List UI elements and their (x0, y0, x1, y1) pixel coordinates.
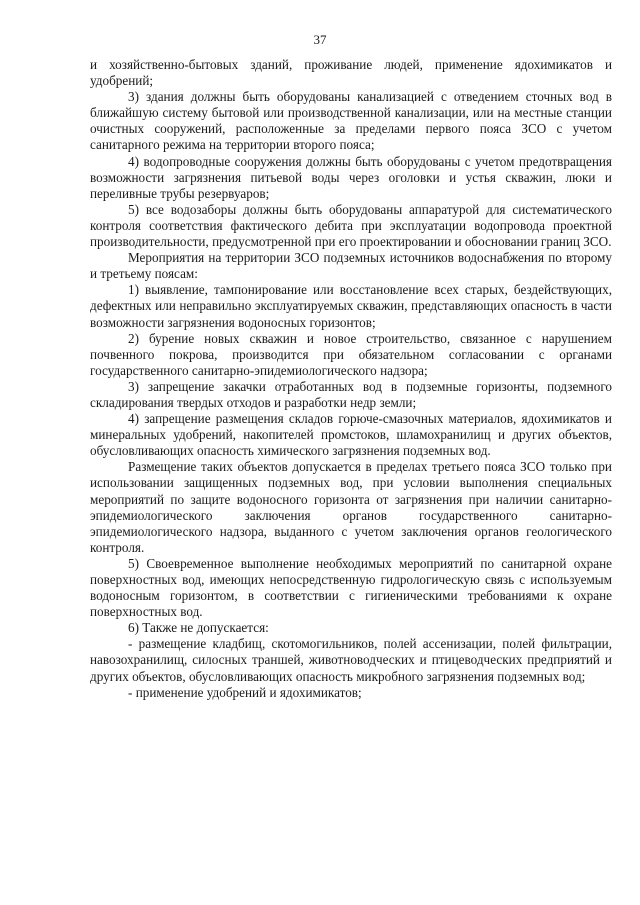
paragraph: - размещение кладбищ, скотомогильников, полей ассенизации, полей фильтрации, навозохранилищ, силосных траншей, животноводческих и птицеводческих предприятий и других объектов, обусловливающих опасность микробного загрязнения подземных вод; (90, 636, 612, 684)
paragraph: 3) здания должны быть оборудованы канализацией с отведением сточных вод в ближайшую систему бытовой или производственной канализации, или на местные станции очистных сооружений, расположенные за пределами первого пояса ЗСО с учетом санитарного режима на территории второго пояса; (90, 89, 612, 153)
paragraph: 6) Также не допускается: (128, 620, 269, 636)
paragraph: - применение удобрений и ядохимикатов; (128, 684, 362, 700)
paragraph: и хозяйственно-бытовых зданий, проживание людей, применение ядохимикатов и удобрений; (90, 57, 612, 89)
paragraph: Мероприятия на территории ЗСО подземных источников водоснабжения по второму и третьему поясам: (90, 250, 612, 282)
page-number: 37 (313, 32, 327, 47)
paragraph: 5) все водозаборы должны быть оборудованы аппаратурой для систематического контроля соответствия фактического дебита при эксплуатации водопровода проектной производительности, предусмотренной при его проектировании и обосновании границ ЗСО. (90, 201, 612, 250)
paragraph: Размещение таких объектов допускается в пределах третьего пояса ЗСО только при использовании защищенных подземных вод, при условии выполнения специальных мероприятий по защите водоносного горизонта от загрязнения при наличии санитарно-эпидемиологического заключения органов государственного санитарно-эпидемиологического надзора, выданного с учетом заключения органов геологического контроля. (90, 459, 612, 555)
document-body (90, 57, 612, 701)
paragraph: 4) запрещение размещения складов горюче-смазочных материалов, ядохимикатов и минеральных удобрений, накопителей промстоков, шламохранилищ и других объектов, обусловливающих опасность химического загрязнения подземных вод. (90, 411, 612, 459)
paragraph: 1) выявление, тампонирование или восстановление всех старых, бездействующих, дефектных или неправильно эксплуатируемых скважин, представляющих опасность в части возможности загрязнения водоносных горизонтов; (90, 282, 612, 330)
paragraph: 3) запрещение закачки отработанных вод в подземные горизонты, подземного складирования твердых отходов и разработки недр земли; (90, 378, 612, 410)
paragraph: 2) бурение новых скважин и новое строительство, связанное с нарушением почвенного покрова, производится при обязательном согласовании с органами государственного санитарно-эпидемиологического надзора; (90, 330, 612, 378)
paragraph: 5) Своевременное выполнение необходимых мероприятий по санитарной охране поверхностных вод, имеющих непосредственную гидрологическую связь с используемым водоносным горизонтом, в соответствии с гигиеническими требованиями к охране поверхностных вод. (90, 555, 612, 620)
paragraph: 4) водопроводные сооружения должны быть оборудованы с учетом предотвращения возможности загрязнения питьевой воды через оголовки и устья скважин, люки и переливные трубы резервуаров; (90, 153, 612, 201)
